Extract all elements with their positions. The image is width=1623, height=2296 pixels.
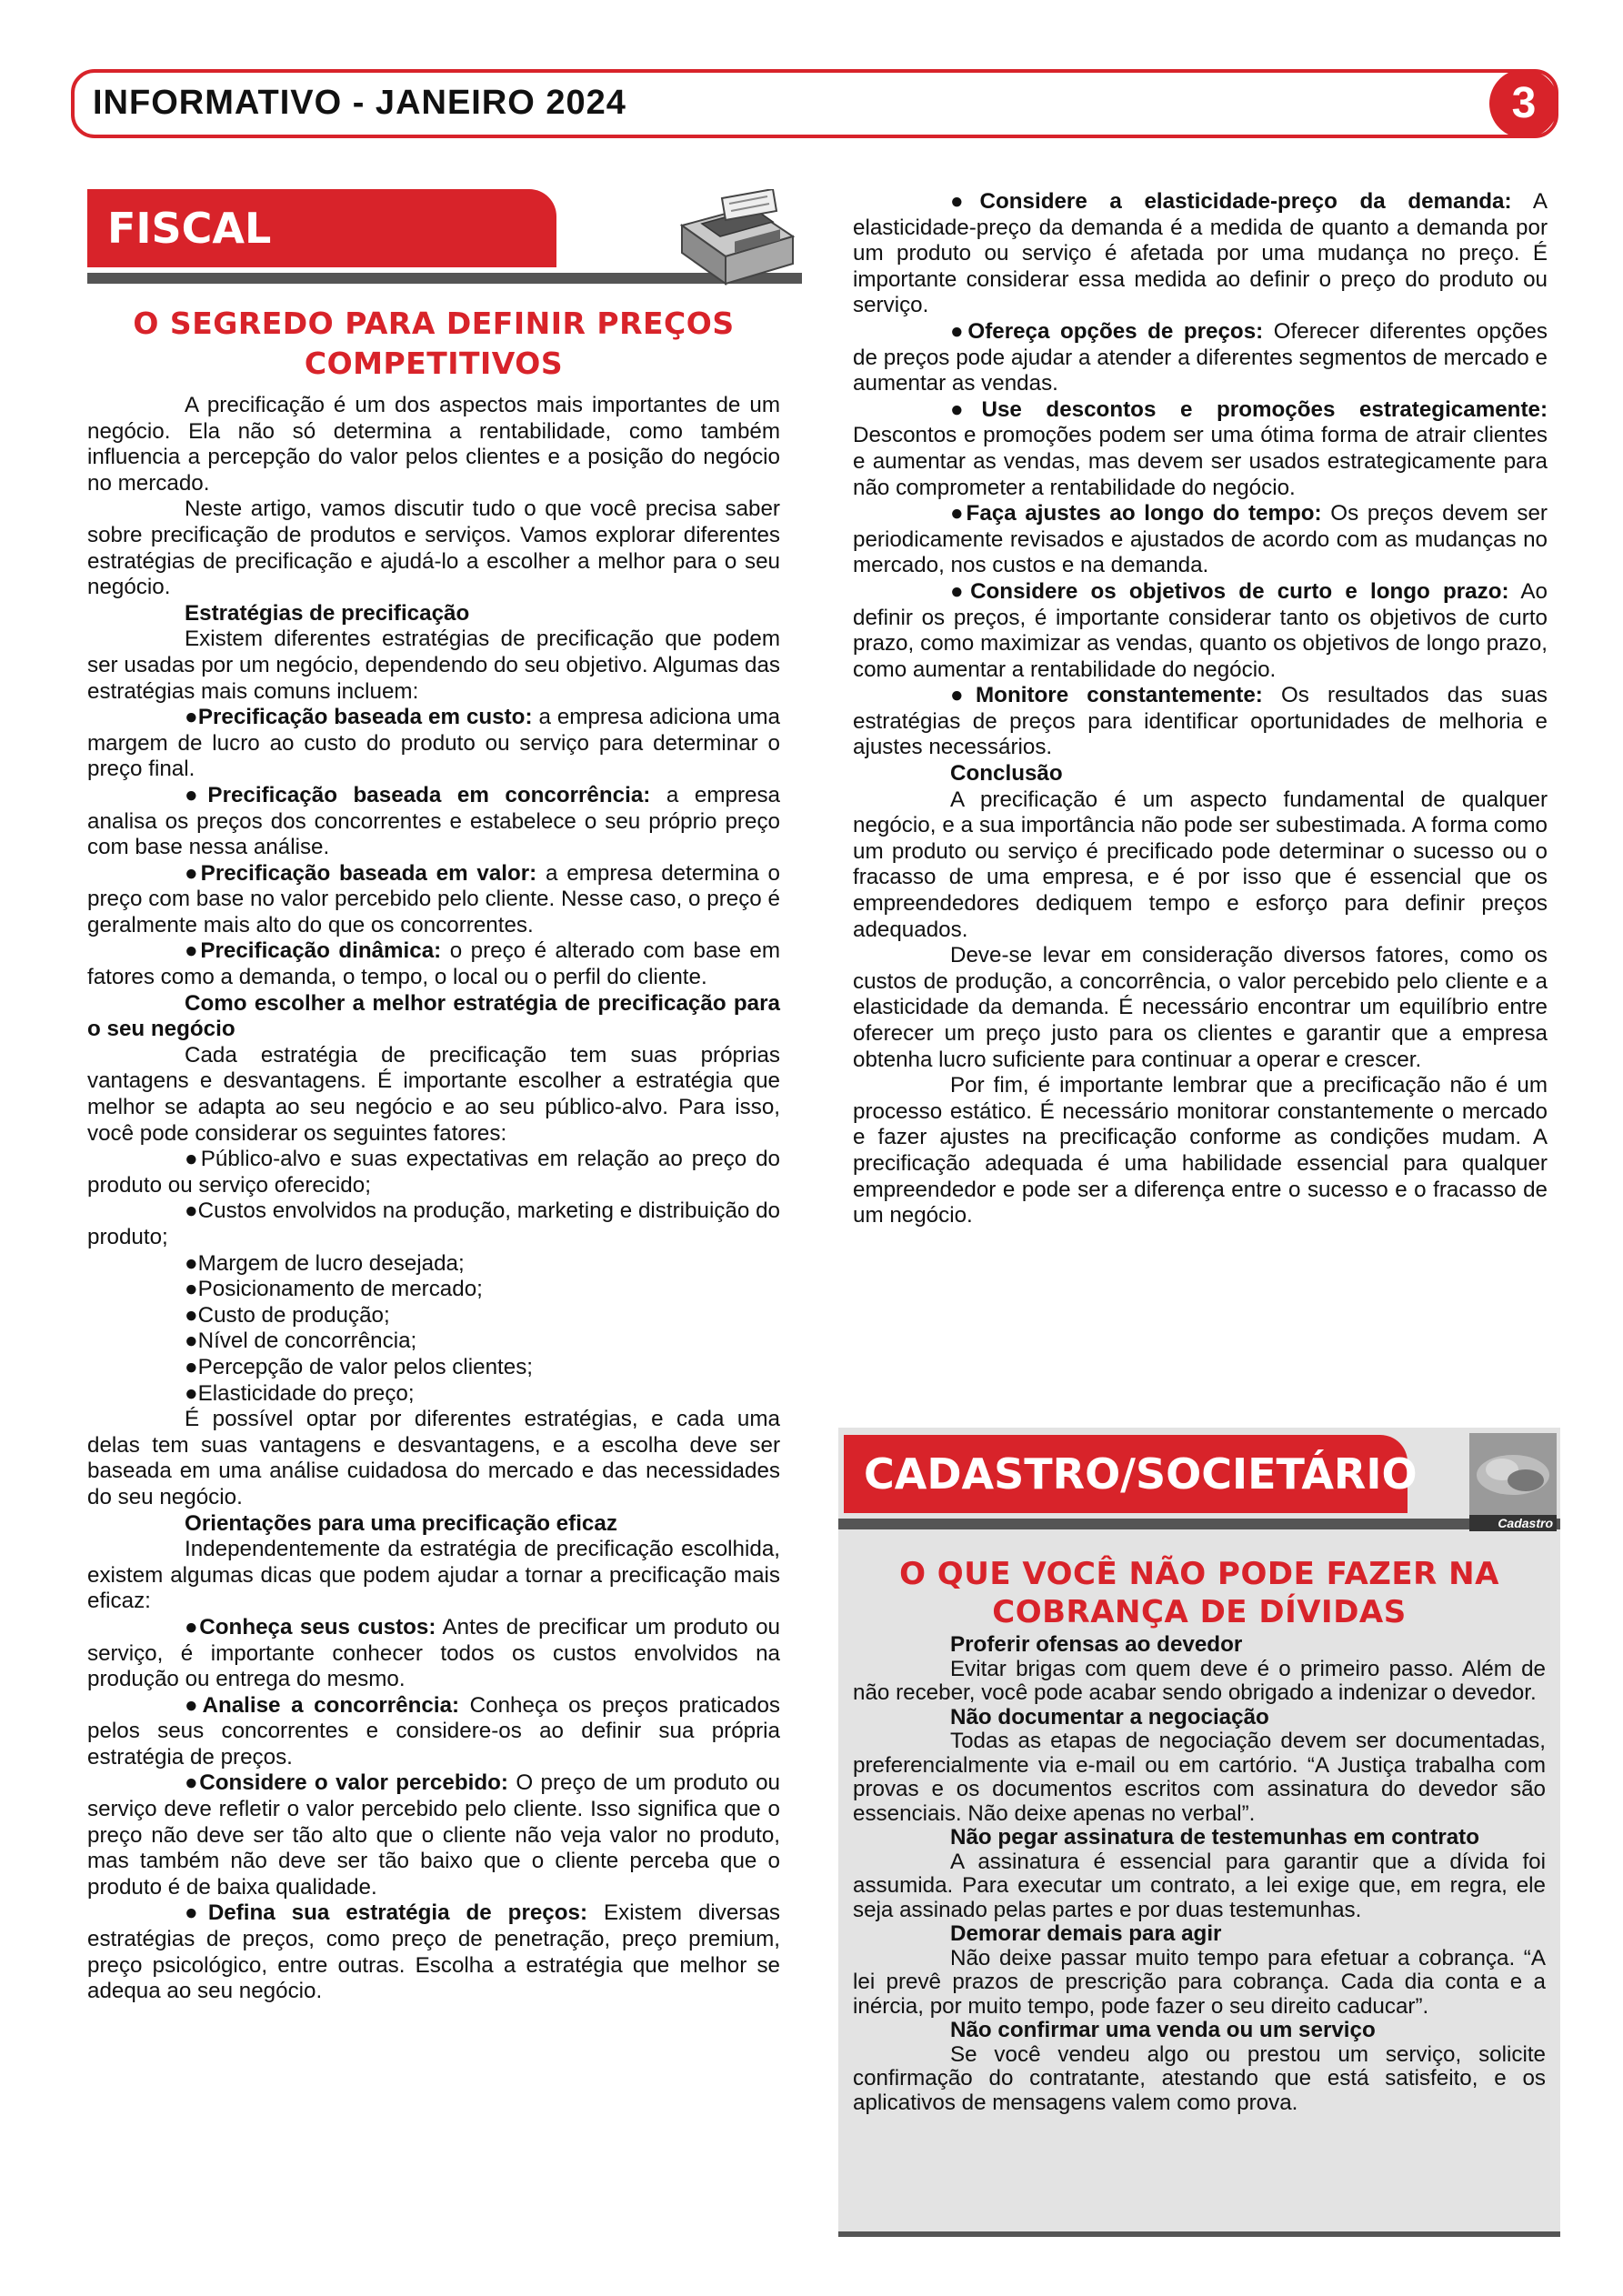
paragraph-lead: ●Ofereça opções de preços: — [950, 318, 1264, 344]
paragraph-text: Evitar brigas com quem deve é o primeiro passo. Além de não receber, você pode acabar sendo obrigado a indenizar o devedor. — [853, 1656, 1546, 1705]
paragraph-text: Por fim, é importante lembrar que a precificação não é um processo estático. É necessário monitorar constantemente o mercado e fazer ajustes na precificação conforme as condições mudam. A precificação adequada é uma habilidade essencial para qualquer empreendedor e pode ser a diferença entre o sucesso e o fracasso de um negócio. — [853, 1073, 1548, 1228]
paragraph — [87, 938, 780, 990]
paragraph-text: ●Nível de concorrência; — [185, 1328, 417, 1354]
paragraph — [87, 393, 780, 496]
paragraph-lead: ●Considere o valor percebido: — [185, 1770, 508, 1796]
paragraph — [87, 1043, 780, 1147]
paragraph-lead: ●Considere os objetivos de curto e longo prazo: — [950, 578, 1509, 604]
cadastro-photo-caption: Cadastro — [1469, 1515, 1557, 1531]
paragraph-text: Os resultados das suas estratégias de preços para identificar oportunidades de melhoria e ajustes necessários. — [853, 683, 1548, 760]
paragraph-lead: ●Precificação baseada em valor: — [185, 860, 537, 886]
paragraph-lead: ●Monitore constantemente: — [950, 683, 1263, 708]
paragraph-text: Deve-se levar em consideração diversos fatores, como os custos de produção, a concorrência, o valor percebido pelo cliente e a elasticidade da demanda. É necessário encontrar um equilíbrio entre oferecer um preço justo para os clientes e garantir que a empresa obtenha lucro suficiente para continuar a operar e crescer. — [853, 943, 1548, 1072]
paragraph — [87, 991, 780, 1043]
paragraph — [87, 1900, 780, 2004]
cash-register-icon — [666, 189, 802, 289]
paragraph-text: Independentemente da estratégia de precificação escolhida, existem algumas dicas que podem ajudar a tornar a precificação mais eficaz: — [87, 1537, 780, 1614]
paragraph — [853, 1850, 1546, 1923]
paragraph-text: ●Custos envolvidos na produção, marketing e distribuição do produto; — [87, 1198, 780, 1249]
fiscal-article-body-right — [853, 189, 1548, 1229]
paragraph-text: a empresa determina o preço com base no valor percebido pelo cliente. Nesse caso, o preço é geralmente mais alto do que os concorrentes. — [87, 860, 780, 937]
paragraph-lead: Proferir ofensas ao devedor — [950, 1632, 1243, 1657]
paragraph — [87, 1381, 780, 1408]
paragraph — [853, 683, 1548, 761]
fiscal-article-body-left — [87, 393, 780, 2005]
paragraph-text: Todas as etapas de negociação devem ser documentadas, preferencialmente via e-mail ou em cartório. “A Justiça trabalha com provas e os documentos escritos com assinatura do devedor são essenciais. Não deixe apenas no verbal”. — [853, 1729, 1546, 1826]
cadastro-section-label: CADASTRO/SOCIETÁRIO — [844, 1435, 1408, 1513]
paragraph — [853, 189, 1548, 319]
paragraph — [853, 787, 1548, 944]
paragraph-lead: Demorar demais para agir — [950, 1921, 1222, 1946]
paragraph-text: ●Custo de produção; — [185, 1302, 390, 1328]
paragraph — [87, 705, 780, 783]
paragraph-text: ●Público-alvo e suas expectativas em relação ao preço do produto ou serviço oferecido; — [87, 1147, 780, 1198]
paragraph — [853, 501, 1548, 579]
paragraph — [853, 1730, 1546, 1826]
paragraph — [87, 1251, 780, 1278]
paragraph — [853, 1633, 1546, 1658]
paragraph-lead: ●Analise a concorrência: — [185, 1692, 460, 1718]
paragraph — [853, 319, 1548, 397]
paragraph — [87, 627, 780, 705]
paragraph — [853, 2043, 1546, 2116]
paragraph-lead: ●Faça ajustes ao longo do tempo: — [950, 501, 1322, 526]
paragraph-text: A assinatura é essencial para garantir que a dívida foi assumida. Para executar um contrato, a lei exige que, em regra, ele seja assinado pelas partes e por duas testemunhas. — [853, 1849, 1546, 1922]
cadastro-section — [838, 1428, 1560, 2237]
paragraph — [853, 2019, 1546, 2043]
cadastro-section-header — [838, 1428, 1560, 1537]
paragraph-lead: Não pegar assinatura de testemunhas em contrato — [950, 1825, 1480, 1850]
paragraph-text: Os preços devem ser periodicamente revisados e ajustados de acordo com as mudanças no mercado, nos custos e na demanda. — [853, 501, 1548, 578]
paragraph — [87, 496, 780, 600]
paragraph-text: ●Posicionamento de mercado; — [185, 1277, 483, 1302]
paragraph-text: a empresa adiciona uma margem de lucro ao custo do produto ou serviço para determinar o preço final. — [87, 705, 780, 782]
paragraph-text: ●Elasticidade do preço; — [185, 1380, 415, 1406]
paragraph — [87, 1511, 780, 1538]
paragraph — [87, 1355, 780, 1381]
paragraph-text: a empresa analisa os preços dos concorrentes e estabelece o seu próprio preço com base nessa análise. — [87, 782, 780, 860]
paragraph-text: Se você vendeu algo ou prestou um serviço, solicite confirmação do contratante, atestando que está satisfeito, e os aplicativos de mensagens valem como prova. — [853, 2041, 1546, 2115]
paragraph-text: A precificação é um dos aspectos mais importantes de um negócio. Ela não só determina a rentabilidade, como também influencia a percepção do valor pelos clientes e a posição do negócio no mercado. — [87, 393, 780, 496]
paragraph-lead: Conclusão — [950, 761, 1063, 787]
paragraph — [853, 1706, 1546, 1730]
fiscal-column-continued — [853, 189, 1548, 1229]
paragraph — [853, 1826, 1546, 1850]
paragraph-lead: Estratégias de precificação — [185, 600, 470, 626]
cadastro-photo — [1469, 1433, 1557, 1531]
paragraph-text: O preço de um produto ou serviço deve refletir o valor percebido pelo cliente. Isso significa que o preço não deve ser tão alto que o cliente não veja valor no produto, mas também não deve ser tão baixo que o cliente perceba que o produto é de baixa qualidade. — [87, 1770, 780, 1900]
fiscal-column — [87, 182, 780, 2005]
paragraph — [853, 1658, 1546, 1706]
page-header — [71, 69, 1558, 138]
paragraph — [87, 1615, 780, 1693]
paragraph-text: Cada estratégia de precificação tem suas próprias vantagens e desvantagens. É importante escolher a estratégia que melhor se adapta ao seu negócio e ao seu público-alvo. Para isso, você pode considerar os seguintes fatores: — [87, 1042, 780, 1146]
paragraph-text: Existem diversas estratégias de preços, como preço de penetração, preço premium, preço psicológico, entre outras. Escolha a estratégia que melhor se adequa ao seu negócio. — [87, 1900, 780, 2004]
paragraph-text: É possível optar por diferentes estratégias, e cada uma delas tem suas vantagens e desvantagens, e a escolha deve ser baseada em uma análise cuidadosa do mercado e das necessidades do seu negócio. — [87, 1407, 780, 1509]
paragraph-lead: ●Defina sua estratégia de preços: — [185, 1900, 588, 1926]
paragraph — [87, 1147, 780, 1198]
paragraph-text: Conheça os preços praticados pelos seus concorrentes e considere-os ao definir sua própria estratégia de preços. — [87, 1692, 780, 1770]
paragraph-lead: Não confirmar uma venda ou um serviço — [950, 2018, 1376, 2042]
paragraph-lead: ●Precificação dinâmica: — [185, 938, 442, 964]
cadastro-article-title: O QUE VOCÊ NÃO PODE FAZER NA COBRANÇA DE DÍVIDAS — [899, 1556, 1499, 1630]
paragraph-lead: ●Conheça seus custos: — [185, 1614, 436, 1639]
paragraph-lead: ●Precificação baseada em custo: — [185, 705, 533, 730]
paragraph-text: Neste artigo, vamos discutir tudo o que você precisa saber sobre precificação de produtos e serviços. Vamos explorar diferentes estratégias de precificação e ajudá-lo a escolher a melhor para o seu negócio. — [87, 496, 780, 600]
cadastro-article-body — [853, 1633, 1546, 2115]
paragraph-text: Ao definir os preços, é importante considerar tanto os objetivos de curto prazo, como maximizar as vendas, quanto os objetivos de longo prazo, como aumentar a rentabilidade do negócio. — [853, 578, 1548, 682]
paragraph-lead: Não documentar a negociação — [950, 1704, 1269, 1730]
paragraph-text: A precificação é um aspecto fundamental de qualquer negócio, e a sua importância não pode ser subestimada. A forma como um produto ou serviço é precificado pode determinar o sucesso ou o fracasso de uma empresa, e é por isso que é essencial que os empreendedores dediquem tempo e esforço para definir preços adequados. — [853, 787, 1548, 942]
paragraph — [853, 1947, 1546, 2020]
paragraph — [87, 601, 780, 627]
paragraph-text: Antes de precificar um produto ou serviço, é importante conhecer todos os custos envolvidos na produção ou entrega do mesmo. — [87, 1614, 781, 1692]
paragraph-lead: ●Use descontos e promoções estrategicamente: — [950, 396, 1548, 422]
paragraph-text: A elasticidade-preço da demanda é a medida de quanto a demanda por um produto ou serviço é afetada por uma mudança no preço. É importante considerar essa medida ao definir o preço do produto ou serviço. — [853, 189, 1548, 318]
paragraph — [87, 1770, 780, 1900]
paragraph-text: Não deixe passar muito tempo para efetuar a cobrança. “A lei prevê prazos de prescrição para cobrança. Cada dia conta e a inércia, por muito tempo, pode fazer o seu direito caducar”. — [853, 1945, 1546, 2019]
paragraph — [853, 579, 1548, 683]
paragraph — [87, 1537, 780, 1615]
paragraph — [853, 397, 1548, 501]
section-divider — [838, 1519, 1560, 1529]
paragraph-text: Descontos e promoções podem ser uma ótima forma de atrair clientes e aumentar as vendas, mas devem ser usados estrategicamente para não comprometer a rentabilidade do negócio. — [853, 423, 1548, 500]
fiscal-section-header — [87, 182, 780, 291]
fiscal-section-label: FISCAL — [87, 189, 556, 267]
section-divider — [838, 2231, 1560, 2237]
paragraph-lead: Como escolher a melhor estratégia de precificação para o seu negócio — [87, 990, 780, 1042]
paragraph — [87, 1198, 780, 1250]
paragraph — [853, 1073, 1548, 1229]
paragraph — [87, 1328, 780, 1355]
fiscal-article-title: O SEGREDO PARA DEFINIR PREÇOS COMPETITIVOS — [133, 306, 735, 381]
newsletter-title: INFORMATIVO - JANEIRO 2024 — [93, 84, 626, 122]
paragraph-lead: Orientações para uma precificação eficaz — [185, 1510, 617, 1536]
paragraph — [87, 1303, 780, 1329]
paragraph-text: Oferecer diferentes opções de preços pode ajudar a atender a diferentes segmentos de mercado e aumentar as vendas. — [853, 318, 1548, 396]
page-number: 3 — [1489, 69, 1558, 138]
paragraph-text: o preço é alterado com base em fatores como a demanda, o tempo, o local ou o perfil do cliente. — [87, 938, 781, 990]
paragraph — [853, 1922, 1546, 1947]
paragraph-text: ●Percepção de valor pelos clientes; — [185, 1354, 534, 1379]
paragraph — [87, 1277, 780, 1303]
paragraph — [87, 861, 780, 939]
paragraph-lead: ●Precificação baseada em concorrência: — [185, 782, 651, 807]
paragraph-lead: ●Considere a elasticidade-preço da demanda: — [950, 189, 1512, 214]
handshake-icon — [1469, 1433, 1557, 1515]
paragraph — [87, 1693, 780, 1771]
paragraph-text: ●Margem de lucro desejada; — [185, 1250, 465, 1276]
paragraph — [87, 1407, 780, 1510]
paragraph — [87, 783, 780, 861]
paragraph — [853, 943, 1548, 1073]
paragraph-text: Existem diferentes estratégias de precificação que podem ser usadas por um negócio, dependendo do seu objetivo. Algumas das estratégias mais comuns incluem: — [87, 627, 780, 704]
paragraph — [853, 761, 1548, 787]
